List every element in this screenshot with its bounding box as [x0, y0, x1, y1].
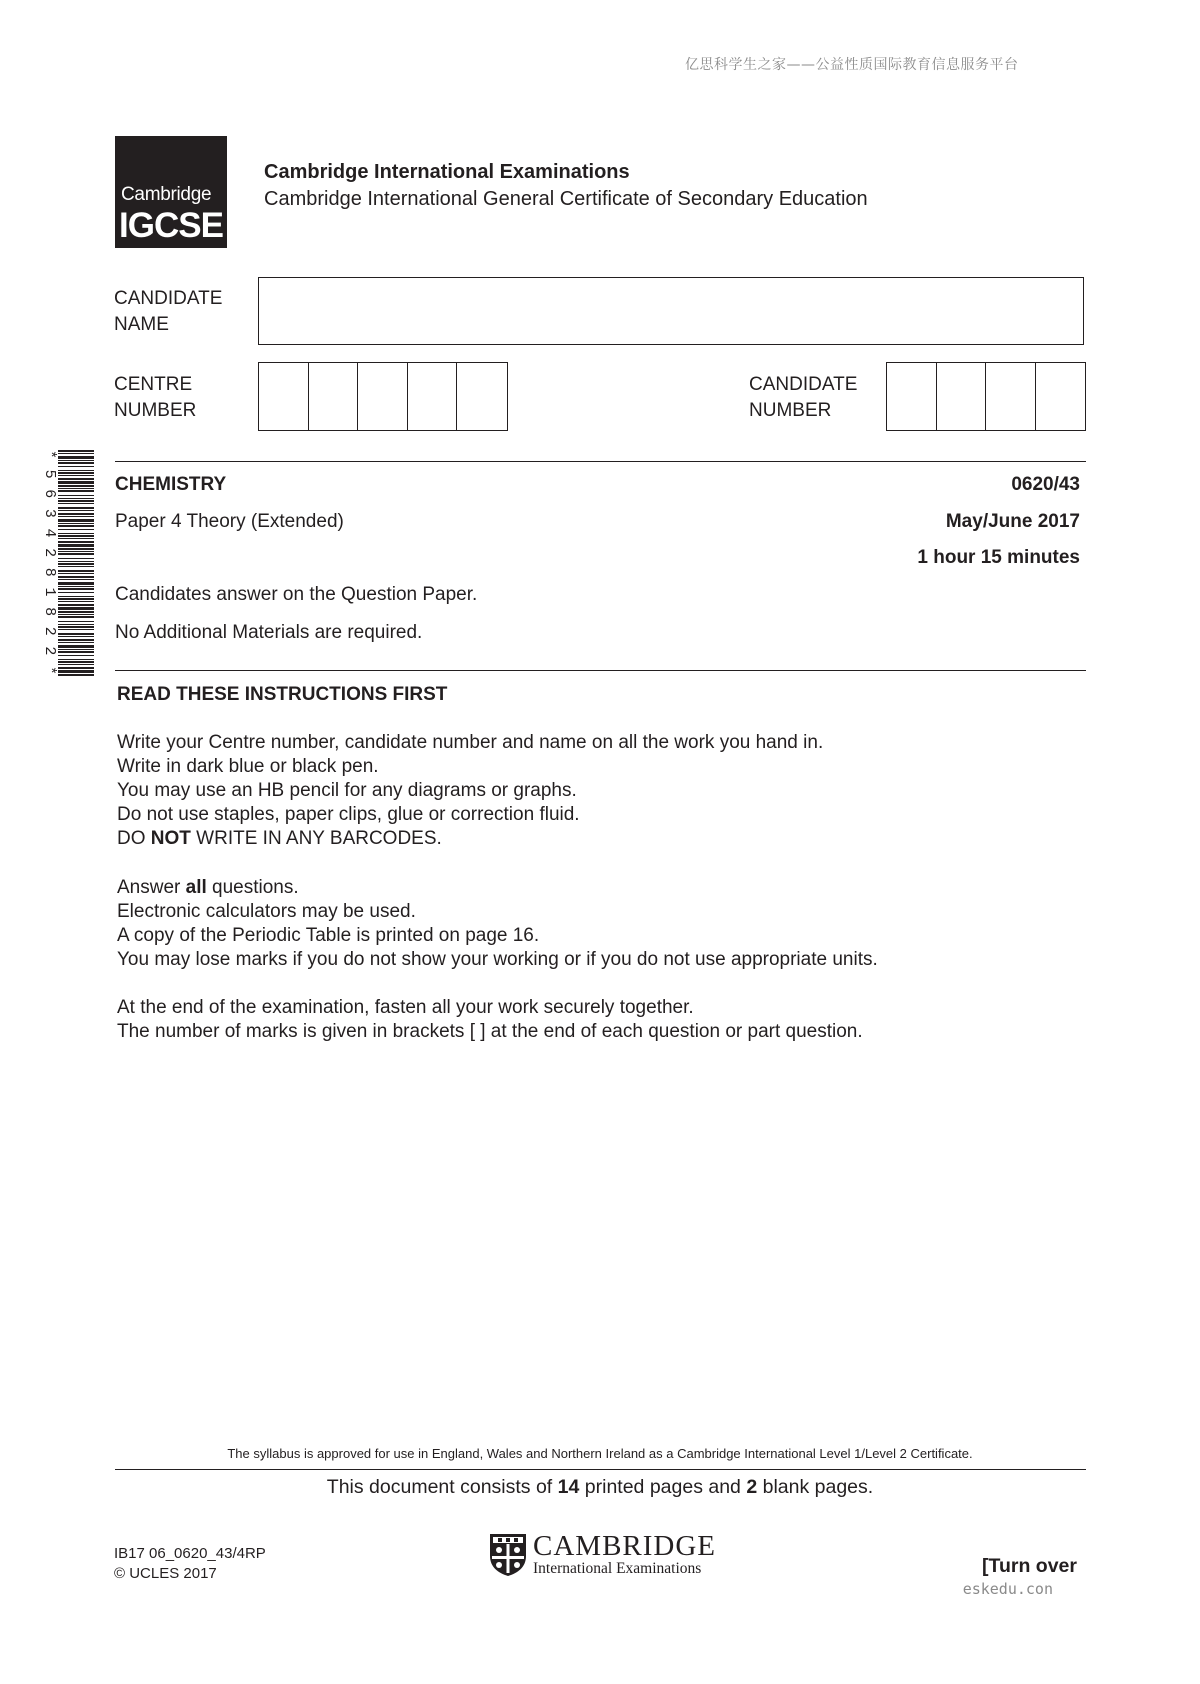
instruction-emphasis: NOT [150, 828, 191, 849]
materials-note: No Additional Materials are required. [115, 622, 423, 643]
divider-middle [115, 670, 1086, 671]
instruction-line: You may lose marks if you do not show your working or if you do not use appropriate units. [117, 949, 878, 970]
paper-title: Paper 4 Theory (Extended) [115, 511, 344, 532]
centre-number-cell[interactable] [408, 363, 458, 430]
barcode-bar [58, 664, 94, 665]
barcode-digits [38, 450, 58, 675]
subject: CHEMISTRY [115, 474, 227, 495]
cambridge-subtitle: International Examinations [533, 1560, 702, 1577]
barcode-bar [58, 674, 94, 676]
barcode-bar [58, 450, 94, 452]
barcode-bar [58, 661, 94, 663]
barcode-bar [58, 470, 94, 471]
barcode-bar [58, 601, 94, 602]
barcode-bar [58, 475, 94, 476]
barcode-bar [58, 507, 94, 509]
barcode-bar [58, 582, 94, 585]
barcode-bar [58, 500, 94, 502]
centre-number-cell[interactable] [309, 363, 359, 430]
centre-number-label-line2: NUMBER [114, 400, 197, 421]
barcode-bar [58, 453, 94, 454]
barcode-bar [58, 592, 94, 593]
barcode-bar [58, 551, 94, 552]
barcode-bar [58, 636, 94, 637]
barcode-bar [58, 566, 94, 567]
instruction-line: Write in dark blue or black pen. [117, 756, 379, 777]
barcode-bar [58, 645, 94, 648]
barcode-bar [58, 626, 94, 628]
instruction-line: You may use an HB pencil for any diagrams or graphs. [117, 780, 577, 801]
barcode-bar [58, 558, 94, 559]
instruction-line: The number of marks is given in brackets [ ] at the end of each question or part question. [117, 1021, 863, 1042]
barcode-bar [58, 633, 94, 635]
barcode-bar [58, 563, 94, 565]
barcode-bar [58, 570, 94, 572]
barcode-bar [58, 611, 94, 613]
page-count-text: blank pages. [757, 1476, 874, 1498]
page-count [0, 1476, 1200, 1499]
watermark-bottom: eskedu.con [962, 1580, 1053, 1598]
candidate-name-box[interactable] [258, 277, 1084, 345]
barcode-bar [58, 525, 94, 527]
divider-top [115, 461, 1086, 462]
exam-session: May/June 2017 [945, 511, 1080, 532]
logo-igcse-text: IGCSE [119, 206, 223, 245]
candidate-number-cell[interactable] [937, 363, 987, 430]
answer-location-note: Candidates answer on the Question Paper. [115, 584, 478, 605]
barcode-bar [58, 616, 94, 618]
candidate-number-cell[interactable] [887, 363, 937, 430]
candidate-number-label [749, 372, 857, 424]
barcode-bar [58, 466, 94, 467]
divider-footer [115, 1469, 1086, 1470]
barcode-bar [58, 498, 94, 499]
instruction-line: At the end of the examination, fasten all your work securely together. [117, 997, 694, 1018]
barcode-bar [58, 573, 94, 574]
barcode-bar [58, 523, 94, 524]
barcode-bar [58, 462, 94, 464]
centre-number-boxes[interactable] [258, 362, 508, 431]
barcode-bar [58, 649, 94, 650]
centre-number-label [114, 372, 196, 424]
barcode-bar [58, 460, 94, 461]
page-count-text: printed pages and [579, 1476, 747, 1498]
candidate-number-cell[interactable] [986, 363, 1036, 430]
instructions-block-3 [117, 996, 863, 1044]
barcode-bar [58, 598, 94, 600]
barcode-bar [58, 516, 94, 517]
instruction-line: A copy of the Periodic Table is printed on page 16. [117, 925, 540, 946]
instruction-line: Write your Centre number, candidate number and name on all the work you hand in. [117, 732, 824, 753]
barcode-bar [58, 588, 94, 590]
centre-number-cell[interactable] [259, 363, 309, 430]
exam-board: Cambridge International Examinations [264, 161, 630, 183]
barcode-digits-text: *5634281822* [41, 450, 58, 675]
cambridge-wordmark: CAMBRIDGE [533, 1530, 717, 1562]
barcode-bar [58, 513, 94, 515]
candidate-number-boxes[interactable] [886, 362, 1086, 431]
cambridge-logo [488, 1532, 716, 1578]
barcode-bar [58, 529, 94, 530]
barcode-bar [58, 519, 94, 522]
barcode-bar [58, 533, 94, 534]
watermark-top: 亿思科学生之家——公益性质国际教育信息服务平台 [685, 57, 1019, 73]
instructions-block-2 [117, 876, 878, 972]
barcode-bar [58, 548, 94, 550]
barcode-bar [58, 544, 94, 547]
copyright: © UCLES 2017 [114, 1565, 217, 1582]
instruction-text: DO [117, 828, 151, 849]
barcode-bar [58, 604, 94, 606]
barcode-bar [58, 655, 94, 656]
barcode-bar [58, 659, 94, 660]
barcode-bar [58, 456, 94, 459]
barcode-bar [58, 538, 94, 539]
barcode-bar [58, 503, 94, 504]
instructions-block-1 [117, 731, 823, 851]
barcode-bar [58, 535, 94, 537]
centre-number-label-line1: CENTRE [114, 374, 193, 395]
barcode-bar [58, 576, 94, 578]
candidate-number-label-line2: NUMBER [749, 400, 832, 421]
barcode-bar [58, 510, 94, 511]
barcode-bar [58, 596, 94, 597]
instruction-text: WRITE IN ANY BARCODES. [190, 828, 442, 849]
printed-pages-count: 14 [557, 1476, 580, 1498]
barcode-bar [58, 561, 94, 562]
instruction-line: Electronic calculators may be used. [117, 901, 416, 922]
logo-cambridge-text: Cambridge [121, 184, 212, 205]
barcode-bar [58, 553, 94, 555]
barcode-bar [58, 667, 94, 669]
instruction-emphasis: all [185, 877, 207, 898]
barcode [58, 450, 94, 675]
igcse-logo [115, 136, 227, 248]
barcode-bar [58, 579, 94, 580]
barcode-bar [58, 488, 94, 489]
page-count-text: This document consists of [326, 1476, 558, 1498]
barcode-bar [58, 621, 94, 622]
document-reference [114, 1544, 266, 1584]
centre-number-cell[interactable] [457, 363, 507, 430]
barcode-bar [58, 495, 94, 496]
barcode-bar [58, 586, 94, 587]
exam-duration: 1 hour 15 minutes [917, 547, 1080, 568]
instruction-text: questions. [206, 877, 299, 898]
barcode-bar [58, 670, 94, 673]
candidate-name-label [114, 286, 222, 338]
barcode-bar [58, 472, 94, 474]
barcode-bar [58, 485, 94, 487]
instruction-line-answer [117, 876, 878, 900]
barcode-bar [58, 490, 94, 492]
qualification: Cambridge International General Certificate of Secondary Education [264, 188, 868, 210]
instruction-line-barcodes [117, 827, 823, 851]
barcode-bar [58, 481, 94, 484]
reference-code: IB17 06_0620_43/4RP [114, 1545, 266, 1562]
centre-number-cell[interactable] [358, 363, 408, 430]
instruction-line: Do not use staples, paper clips, glue or correction fluid. [117, 804, 580, 825]
candidate-name-label-line2: NAME [114, 314, 169, 335]
turn-over: [Turn over [982, 1555, 1077, 1577]
candidate-number-cell[interactable] [1036, 363, 1086, 430]
barcode-bar [58, 639, 94, 641]
barcode-bar [58, 541, 94, 543]
barcode-bar [58, 478, 94, 480]
shield-crest-icon [488, 1532, 528, 1578]
candidate-name-label-line1: CANDIDATE [114, 288, 223, 309]
instructions-title: READ THESE INSTRUCTIONS FIRST [117, 684, 448, 705]
paper-code: 0620/43 [1011, 474, 1080, 495]
syllabus-statement: The syllabus is approved for use in England, Wales and Northern Ireland as a Cambridge International Level 1/Level 2 Certificate. [227, 1446, 973, 1461]
barcode-bar [58, 642, 94, 643]
barcode-bar [58, 607, 94, 610]
instruction-text: Answer [117, 877, 186, 898]
barcode-bar [58, 624, 94, 625]
barcode-bar [58, 629, 94, 630]
barcode-bar [58, 651, 94, 653]
candidate-number-label-line1: CANDIDATE [749, 374, 858, 395]
blank-pages-count: 2 [746, 1476, 758, 1498]
barcode-bar [58, 614, 94, 615]
